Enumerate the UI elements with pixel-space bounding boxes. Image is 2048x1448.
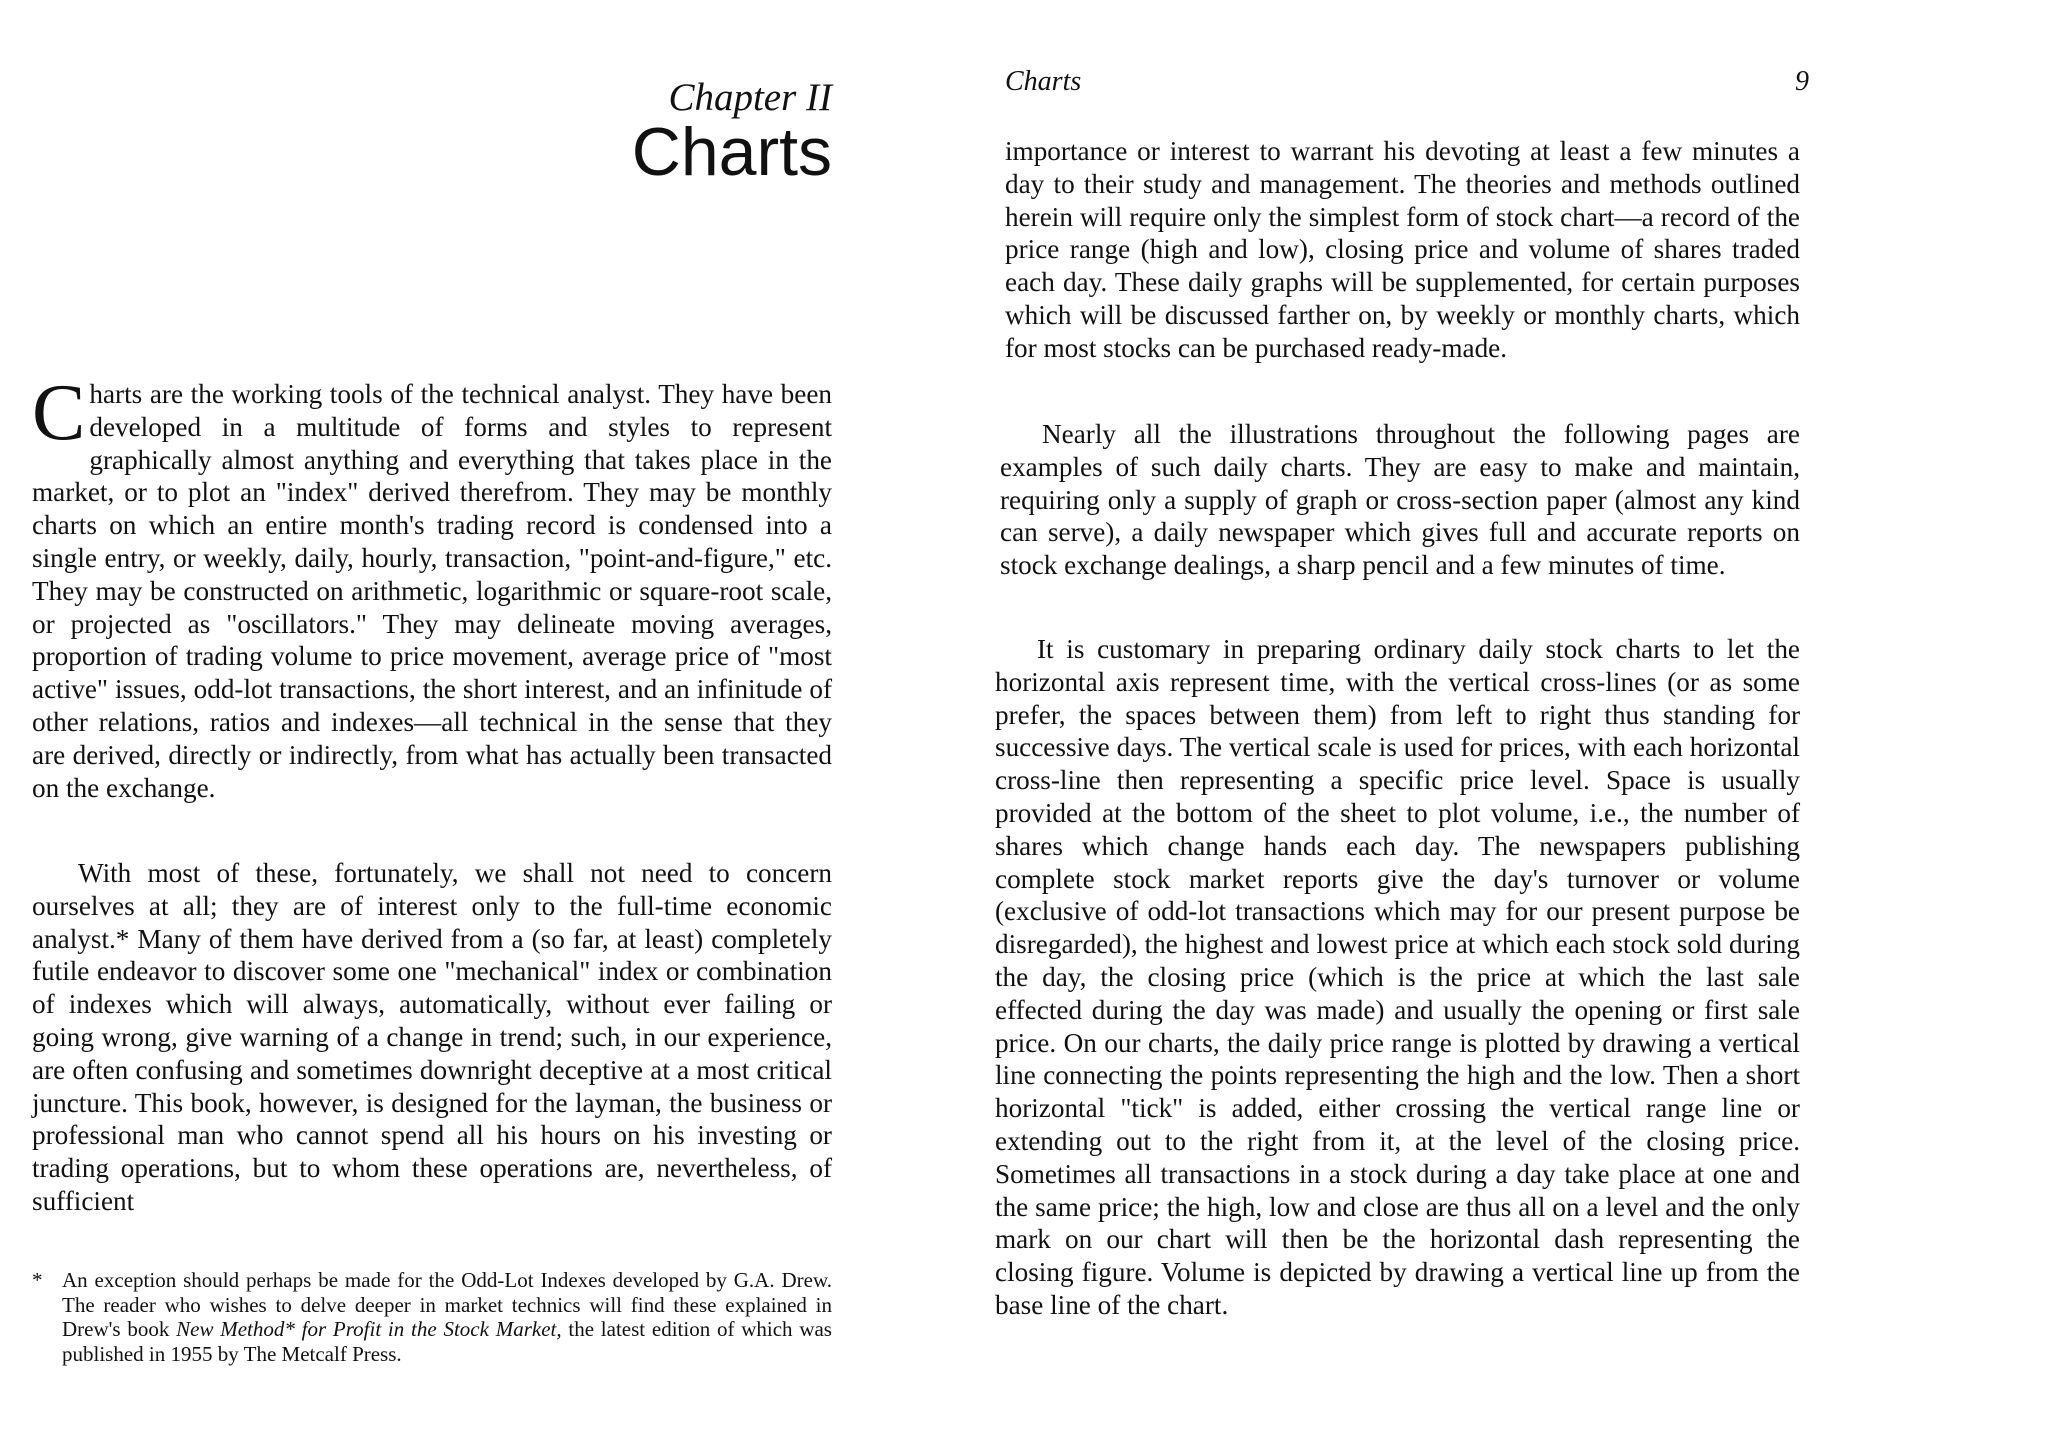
running-header: Charts: [1005, 66, 1082, 97]
drop-cap: C: [32, 369, 86, 457]
page-number: 9: [1795, 66, 1809, 97]
second-paragraph: With most of these, fortunately, we shall not need to concern ourselves at all; they are of interest only to the full-time economic analyst.* Many of them have derived from a (so far, at least) completely futile endeavor to discover some one "mechanical" index or combination of indexes which will always, automatically, without ever failing or going wrong, give warning of a change in trend; such, in our experience, are often confusing and sometimes downright deceptive at a most critical juncture. This book, however, is designed for the layman, the business or professional man who cannot spend all his hours on his investing or trading operations, but to whom these operations are, nevertheless, of sufficient: [32, 858, 832, 1216]
chart-construction-paragraph: It is customary in preparing ordinary daily stock charts to let the horizontal axis represent time, with the vertical cross-lines (or as some prefer, the spaces between them) from left to right thus standing for successive days. The vertical scale is used for prices, with each horizontal cross-line then representing a specific price level. Space is usually provided at the bottom of the sheet to plot volume, i.e., the number of shares which change hands each day. The newspapers publishing complete stock market reports give the day's turnover or volume (exclusive of odd-lot transactions which may for our present purpose be disregarded), the highest and lowest price at which each stock sold during the day, the closing price (which is the price at which the last sale effected during the day was made) and usually the opening or first sale price. On our charts, the daily price range is plotted by drawing a vertical line connecting the points representing the high and the low. Then a short horizontal "tick" is added, either crossing the vertical range line or extending out to the right from it, at the level of the closing price. Sometimes all transactions in a stock during a day take place at one and the same price; the high, low and close are thus all on a level and the only mark on our chart will then be the horizontal dash representing the closing figure. Volume is depicted by drawing a vertical line up from the base line of the chart.: [995, 634, 1800, 1320]
footnote-marker: *: [32, 1268, 43, 1292]
opening-paragraph: [32, 369, 832, 804]
opening-paragraph-text: harts are the working tools of the technical analyst. They have been developed in a multitude of forms and styles to represent graphically almost anything and everything that takes place in the market, or to plot an "index" derived therefrom. They may be monthly charts on which an entire month's trading record is condensed into a single entry, or weekly, daily, hourly, transaction, "point-and-figure," etc. They may be constructed on arithmetic, logarithmic or square-root scale, or projected as "oscillators." They may delineate moving averages, proportion of trading volume to price movement, average price of "most active" issues, odd-lot transactions, the short interest, and an infinitude of other relations, ratios and indexes—all technical in the sense that they are derived, directly or indirectly, from what has actually been transacted on the exchange.: [32, 379, 832, 803]
footnote-text-before: An exception should perhaps be made for the Odd-Lot Indexes developed by G.A. Drew. The reader who wishes to delve deeper in market technics will find these explained in Drew's book: [62, 1268, 832, 1341]
footnote: [32, 1268, 832, 1366]
footnote-book-title: New Method* for Profit in the Stock Market,: [176, 1317, 562, 1341]
footnote-text-after: the latest edition of which was published in 1955 by The Metcalf Press.: [62, 1317, 832, 1366]
chapter-title: Charts: [631, 114, 832, 190]
daily-charts-paragraph: Nearly all the illustrations throughout the following pages are examples of such daily charts. They are easy to make and maintain, requiring only a supply of graph or cross-section paper (almost any kind can serve), a daily newspaper which gives full and accurate reports on stock exchange dealings, a sharp pencil and a few minutes of time.: [1000, 419, 1800, 581]
continuation-paragraph: importance or interest to warrant his devoting at least a few minutes a day to their study and management. The theories and methods outlined herein will require only the simplest form of stock chart—a record of the price range (high and low), closing price and volume of shares traded each day. These daily graphs will be supplemented, for certain purposes which will be discussed farther on, by weekly or monthly charts, which for most stocks can be purchased ready-made.: [1005, 136, 1800, 363]
chapter-label: Chapter II: [668, 76, 832, 119]
